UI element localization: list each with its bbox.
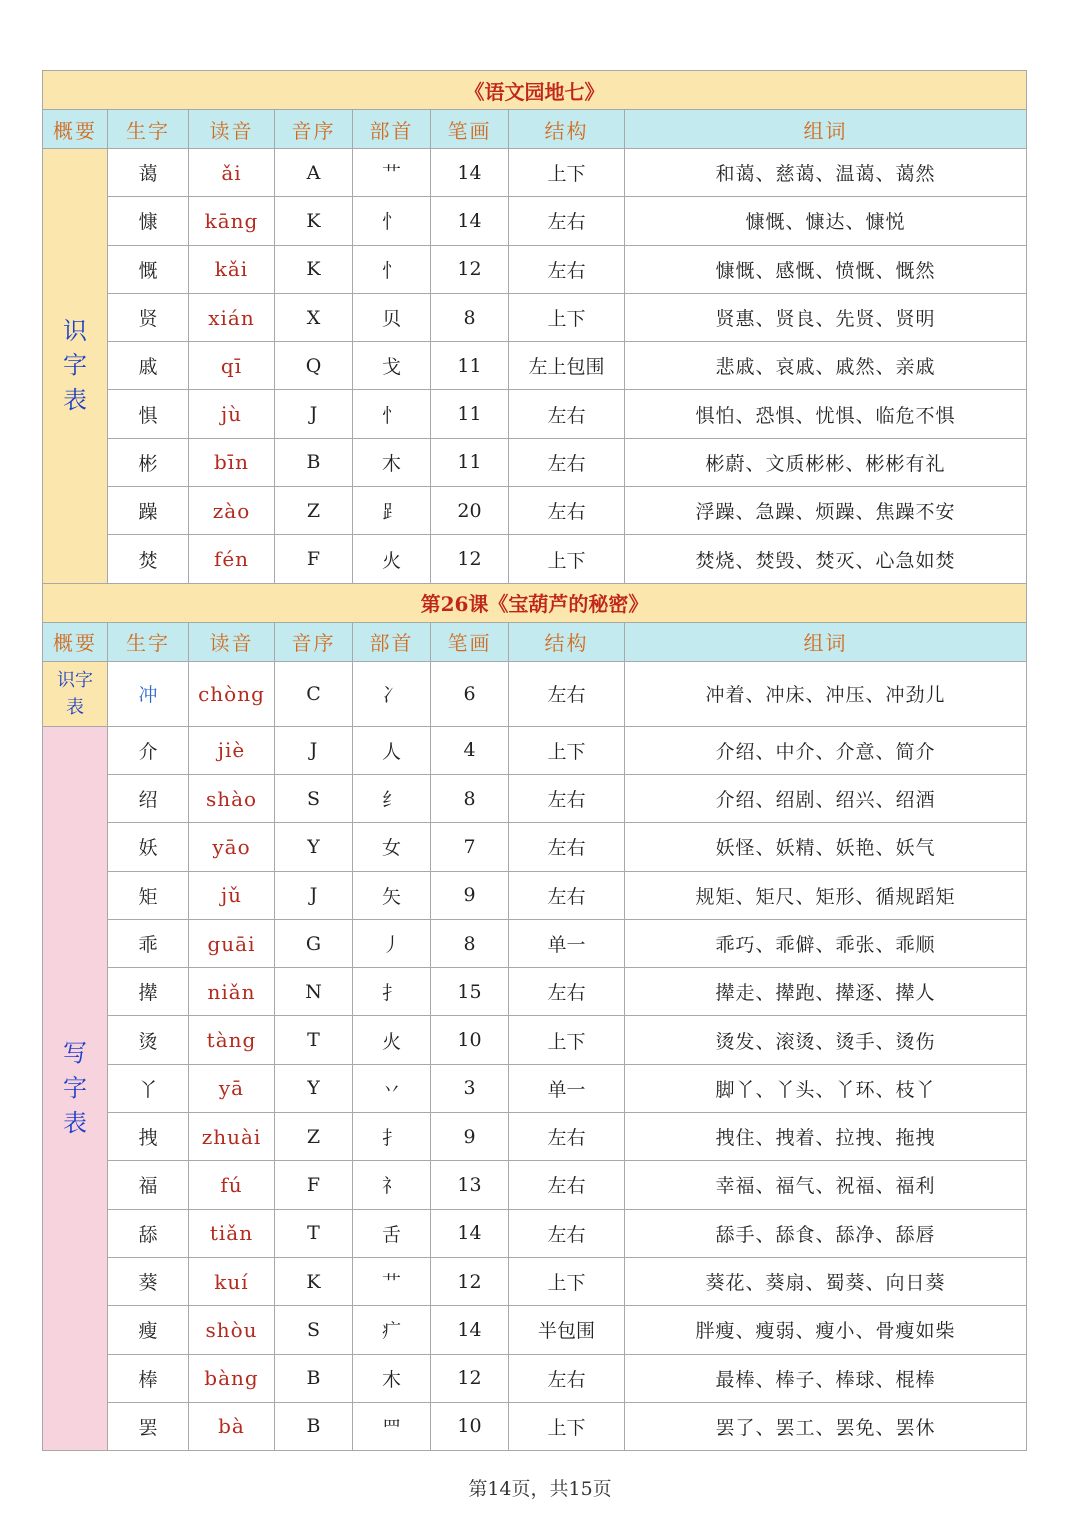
- radical-cell: 火: [353, 535, 431, 583]
- stroke-count-cell: 10: [431, 1016, 509, 1064]
- radical-cell: 冫: [353, 661, 431, 726]
- radical-cell: ⻊: [353, 487, 431, 535]
- structure-cell: 左右: [509, 968, 625, 1016]
- pinyin-cell: jǔ: [189, 871, 275, 919]
- letter-order-cell: T: [275, 1016, 353, 1064]
- radical-cell: 人: [353, 726, 431, 774]
- character-cell: 绍: [108, 774, 189, 822]
- structure-cell: 上下: [509, 1016, 625, 1064]
- radical-cell: 疒: [353, 1306, 431, 1354]
- table-row: [43, 726, 1027, 774]
- character-cell: 慨: [108, 245, 189, 293]
- structure-cell: 左右: [509, 1354, 625, 1402]
- letter-order-cell: B: [275, 438, 353, 486]
- column-header: 结构: [509, 622, 625, 661]
- character-cell: 葵: [108, 1257, 189, 1305]
- structure-cell: 上下: [509, 535, 625, 583]
- word-group-cell: 惧怕、恐惧、忧惧、临危不惧: [625, 390, 1027, 438]
- table-row: [43, 968, 1027, 1016]
- stroke-count-cell: 12: [431, 535, 509, 583]
- stroke-count-cell: 11: [431, 390, 509, 438]
- stroke-count-cell: 15: [431, 968, 509, 1016]
- character-cell: 蔼: [108, 149, 189, 197]
- word-group-cell: 浮躁、急躁、烦躁、焦躁不安: [625, 487, 1027, 535]
- letter-order-cell: Z: [275, 487, 353, 535]
- letter-order-cell: C: [275, 661, 353, 726]
- letter-order-cell: Y: [275, 823, 353, 871]
- letter-order-cell: S: [275, 1306, 353, 1354]
- stroke-count-cell: 20: [431, 487, 509, 535]
- radical-cell: 贝: [353, 293, 431, 341]
- header-row: [43, 110, 1027, 149]
- character-cell: 妖: [108, 823, 189, 871]
- character-cell: 戚: [108, 342, 189, 390]
- structure-cell: 左右: [509, 1209, 625, 1257]
- radical-cell: 扌: [353, 1113, 431, 1161]
- table-row: [43, 535, 1027, 583]
- stroke-count-cell: 12: [431, 1354, 509, 1402]
- radical-cell: 女: [353, 823, 431, 871]
- header-row: [43, 622, 1027, 661]
- structure-cell: 左右: [509, 245, 625, 293]
- structure-cell: 上下: [509, 1402, 625, 1450]
- pinyin-cell: jù: [189, 390, 275, 438]
- structure-cell: 左右: [509, 823, 625, 871]
- structure-cell: 左右: [509, 438, 625, 486]
- radical-cell: 火: [353, 1016, 431, 1064]
- stroke-count-cell: 13: [431, 1161, 509, 1209]
- word-group-cell: 慷慨、感慨、愤慨、慨然: [625, 245, 1027, 293]
- category-label: 识 字 表: [43, 149, 108, 584]
- structure-cell: 左右: [509, 1161, 625, 1209]
- structure-cell: 半包围: [509, 1306, 625, 1354]
- stroke-count-cell: 6: [431, 661, 509, 726]
- column-header: 部首: [353, 110, 431, 149]
- column-header: 组词: [625, 110, 1027, 149]
- table-row: [43, 1402, 1027, 1450]
- stroke-count-cell: 3: [431, 1064, 509, 1112]
- pinyin-cell: kāng: [189, 197, 275, 245]
- stroke-count-cell: 8: [431, 293, 509, 341]
- letter-order-cell: F: [275, 1161, 353, 1209]
- table-row: [43, 293, 1027, 341]
- radical-cell: 木: [353, 1354, 431, 1402]
- column-header: 音序: [275, 622, 353, 661]
- letter-order-cell: J: [275, 871, 353, 919]
- table-row: [43, 342, 1027, 390]
- structure-cell: 左右: [509, 661, 625, 726]
- character-cell: 冲: [108, 661, 189, 726]
- character-cell: 烫: [108, 1016, 189, 1064]
- pinyin-cell: qī: [189, 342, 275, 390]
- structure-cell: 上下: [509, 149, 625, 197]
- table-row: [43, 823, 1027, 871]
- radical-cell: 罒: [353, 1402, 431, 1450]
- character-cell: 罢: [108, 1402, 189, 1450]
- radical-cell: 忄: [353, 245, 431, 293]
- lesson-title-row: [43, 583, 1027, 622]
- character-cell: 慷: [108, 197, 189, 245]
- stroke-count-cell: 12: [431, 245, 509, 293]
- word-group-cell: 悲戚、哀戚、戚然、亲戚: [625, 342, 1027, 390]
- page-footer: 第14页，共15页: [468, 1478, 612, 1500]
- column-header: 结构: [509, 110, 625, 149]
- column-header: 笔画: [431, 622, 509, 661]
- table-row: [43, 1306, 1027, 1354]
- character-cell: 乖: [108, 919, 189, 967]
- character-cell: 躁: [108, 487, 189, 535]
- character-cell: 撵: [108, 968, 189, 1016]
- letter-order-cell: T: [275, 1209, 353, 1257]
- structure-cell: 左上包围: [509, 342, 625, 390]
- pinyin-cell: bīn: [189, 438, 275, 486]
- table-row: [43, 390, 1027, 438]
- pinyin-cell: shào: [189, 774, 275, 822]
- word-group-cell: 冲着、冲床、冲压、冲劲儿: [625, 661, 1027, 726]
- stroke-count-cell: 14: [431, 1209, 509, 1257]
- stroke-count-cell: 4: [431, 726, 509, 774]
- table-row: [43, 1209, 1027, 1257]
- radical-cell: 忄: [353, 197, 431, 245]
- column-header: 生字: [108, 110, 189, 149]
- word-group-cell: 胖瘦、瘦弱、瘦小、骨瘦如柴: [625, 1306, 1027, 1354]
- table-row: [43, 197, 1027, 245]
- column-header: 读音: [189, 110, 275, 149]
- pinyin-cell: tàng: [189, 1016, 275, 1064]
- word-group-cell: 撵走、撵跑、撵逐、撵人: [625, 968, 1027, 1016]
- word-group-cell: 幸福、福气、祝福、福利: [625, 1161, 1027, 1209]
- pinyin-cell: jiè: [189, 726, 275, 774]
- pinyin-cell: guāi: [189, 919, 275, 967]
- word-group-cell: 慷慨、慷达、慷悦: [625, 197, 1027, 245]
- table-row: [43, 1016, 1027, 1064]
- column-header: 概要: [43, 110, 108, 149]
- character-cell: 焚: [108, 535, 189, 583]
- word-group-cell: 妖怪、妖精、妖艳、妖气: [625, 823, 1027, 871]
- stroke-count-cell: 8: [431, 774, 509, 822]
- structure-cell: 左右: [509, 390, 625, 438]
- letter-order-cell: J: [275, 726, 353, 774]
- table-row: [43, 1161, 1027, 1209]
- table-row: [43, 438, 1027, 486]
- letter-order-cell: Y: [275, 1064, 353, 1112]
- radical-cell: 舌: [353, 1209, 431, 1257]
- pinyin-cell: xián: [189, 293, 275, 341]
- letter-order-cell: S: [275, 774, 353, 822]
- word-group-cell: 规矩、矩尺、矩形、循规蹈矩: [625, 871, 1027, 919]
- radical-cell: 礻: [353, 1161, 431, 1209]
- letter-order-cell: J: [275, 390, 353, 438]
- stroke-count-cell: 11: [431, 438, 509, 486]
- stroke-count-cell: 10: [431, 1402, 509, 1450]
- stroke-count-cell: 7: [431, 823, 509, 871]
- pinyin-cell: zhuài: [189, 1113, 275, 1161]
- pinyin-cell: tiǎn: [189, 1209, 275, 1257]
- stroke-count-cell: 14: [431, 1306, 509, 1354]
- word-group-cell: 介绍、中介、介意、简介: [625, 726, 1027, 774]
- letter-order-cell: Q: [275, 342, 353, 390]
- word-group-cell: 焚烧、焚毁、焚灭、心急如焚: [625, 535, 1027, 583]
- character-cell: 介: [108, 726, 189, 774]
- stroke-count-cell: 9: [431, 1113, 509, 1161]
- character-cell: 贤: [108, 293, 189, 341]
- pinyin-cell: kuí: [189, 1257, 275, 1305]
- letter-order-cell: F: [275, 535, 353, 583]
- radical-cell: 纟: [353, 774, 431, 822]
- category-label: 识字 表: [43, 661, 108, 726]
- column-header: 组词: [625, 622, 1027, 661]
- stroke-count-cell: 11: [431, 342, 509, 390]
- structure-cell: 左右: [509, 197, 625, 245]
- table-row: [43, 919, 1027, 967]
- structure-cell: 上下: [509, 1257, 625, 1305]
- word-group-cell: 彬蔚、文质彬彬、彬彬有礼: [625, 438, 1027, 486]
- column-header: 笔画: [431, 110, 509, 149]
- word-group-cell: 舔手、舔食、舔净、舔唇: [625, 1209, 1027, 1257]
- character-cell: 瘦: [108, 1306, 189, 1354]
- radical-cell: 矢: [353, 871, 431, 919]
- word-group-cell: 介绍、绍剧、绍兴、绍酒: [625, 774, 1027, 822]
- character-cell: 惧: [108, 390, 189, 438]
- section-title-row: [43, 71, 1027, 110]
- character-cell: 彬: [108, 438, 189, 486]
- letter-order-cell: X: [275, 293, 353, 341]
- structure-cell: 左右: [509, 871, 625, 919]
- table-row: [43, 1064, 1027, 1112]
- word-group-cell: 贤惠、贤良、先贤、贤明: [625, 293, 1027, 341]
- pinyin-cell: ǎi: [189, 149, 275, 197]
- structure-cell: 上下: [509, 726, 625, 774]
- pinyin-cell: yā: [189, 1064, 275, 1112]
- category-label: 写 字 表: [43, 726, 108, 1450]
- word-group-cell: 乖巧、乖僻、乖张、乖顺: [625, 919, 1027, 967]
- letter-order-cell: K: [275, 197, 353, 245]
- letter-order-cell: B: [275, 1402, 353, 1450]
- table-row: [43, 774, 1027, 822]
- word-group-cell: 烫发、滚烫、烫手、烫伤: [625, 1016, 1027, 1064]
- structure-cell: 左右: [509, 1113, 625, 1161]
- vocabulary-table: [42, 70, 1027, 1451]
- character-cell: 拽: [108, 1113, 189, 1161]
- word-group-cell: 罢了、罢工、罢免、罢休: [625, 1402, 1027, 1450]
- radical-cell: 艹: [353, 149, 431, 197]
- stroke-count-cell: 14: [431, 197, 509, 245]
- radical-cell: 丿: [353, 919, 431, 967]
- radical-cell: 戈: [353, 342, 431, 390]
- table-row: [43, 487, 1027, 535]
- table-row: [43, 149, 1027, 197]
- column-header: 音序: [275, 110, 353, 149]
- word-group-cell: 拽住、拽着、拉拽、拖拽: [625, 1113, 1027, 1161]
- structure-cell: 左右: [509, 487, 625, 535]
- pinyin-cell: fú: [189, 1161, 275, 1209]
- letter-order-cell: A: [275, 149, 353, 197]
- radical-cell: 扌: [353, 968, 431, 1016]
- column-header: 生字: [108, 622, 189, 661]
- character-cell: 舔: [108, 1209, 189, 1257]
- table-row: [43, 245, 1027, 293]
- table-row: [43, 871, 1027, 919]
- pinyin-cell: shòu: [189, 1306, 275, 1354]
- character-cell: 矩: [108, 871, 189, 919]
- radical-cell: 忄: [353, 390, 431, 438]
- word-group-cell: 最棒、棒子、棒球、棍棒: [625, 1354, 1027, 1402]
- structure-cell: 左右: [509, 774, 625, 822]
- radical-cell: 艹: [353, 1257, 431, 1305]
- pinyin-cell: yāo: [189, 823, 275, 871]
- letter-order-cell: B: [275, 1354, 353, 1402]
- character-cell: 棒: [108, 1354, 189, 1402]
- lesson-title: 第26课《宝葫芦的秘密》: [43, 583, 1027, 622]
- stroke-count-cell: 8: [431, 919, 509, 967]
- letter-order-cell: K: [275, 245, 353, 293]
- pinyin-cell: niǎn: [189, 968, 275, 1016]
- pinyin-cell: bàng: [189, 1354, 275, 1402]
- table-row: [43, 1354, 1027, 1402]
- radical-cell: 丷: [353, 1064, 431, 1112]
- table-row: [43, 1113, 1027, 1161]
- structure-cell: 上下: [509, 293, 625, 341]
- structure-cell: 单一: [509, 1064, 625, 1112]
- column-header: 读音: [189, 622, 275, 661]
- pinyin-cell: fén: [189, 535, 275, 583]
- stroke-count-cell: 12: [431, 1257, 509, 1305]
- letter-order-cell: Z: [275, 1113, 353, 1161]
- table-row: [43, 1257, 1027, 1305]
- stroke-count-cell: 9: [431, 871, 509, 919]
- pinyin-cell: bà: [189, 1402, 275, 1450]
- pinyin-cell: chòng: [189, 661, 275, 726]
- radical-cell: 木: [353, 438, 431, 486]
- table-row: [43, 661, 1027, 726]
- column-header: 部首: [353, 622, 431, 661]
- character-cell: 福: [108, 1161, 189, 1209]
- word-group-cell: 脚丫、丫头、丫环、枝丫: [625, 1064, 1027, 1112]
- letter-order-cell: N: [275, 968, 353, 1016]
- stroke-count-cell: 14: [431, 149, 509, 197]
- structure-cell: 单一: [509, 919, 625, 967]
- letter-order-cell: G: [275, 919, 353, 967]
- character-cell: 丫: [108, 1064, 189, 1112]
- column-header: 概要: [43, 622, 108, 661]
- pinyin-cell: zào: [189, 487, 275, 535]
- word-group-cell: 葵花、葵扇、蜀葵、向日葵: [625, 1257, 1027, 1305]
- pinyin-cell: kǎi: [189, 245, 275, 293]
- letter-order-cell: K: [275, 1257, 353, 1305]
- section-title: 《语文园地七》: [43, 71, 1027, 110]
- word-group-cell: 和蔼、慈蔼、温蔼、蔼然: [625, 149, 1027, 197]
